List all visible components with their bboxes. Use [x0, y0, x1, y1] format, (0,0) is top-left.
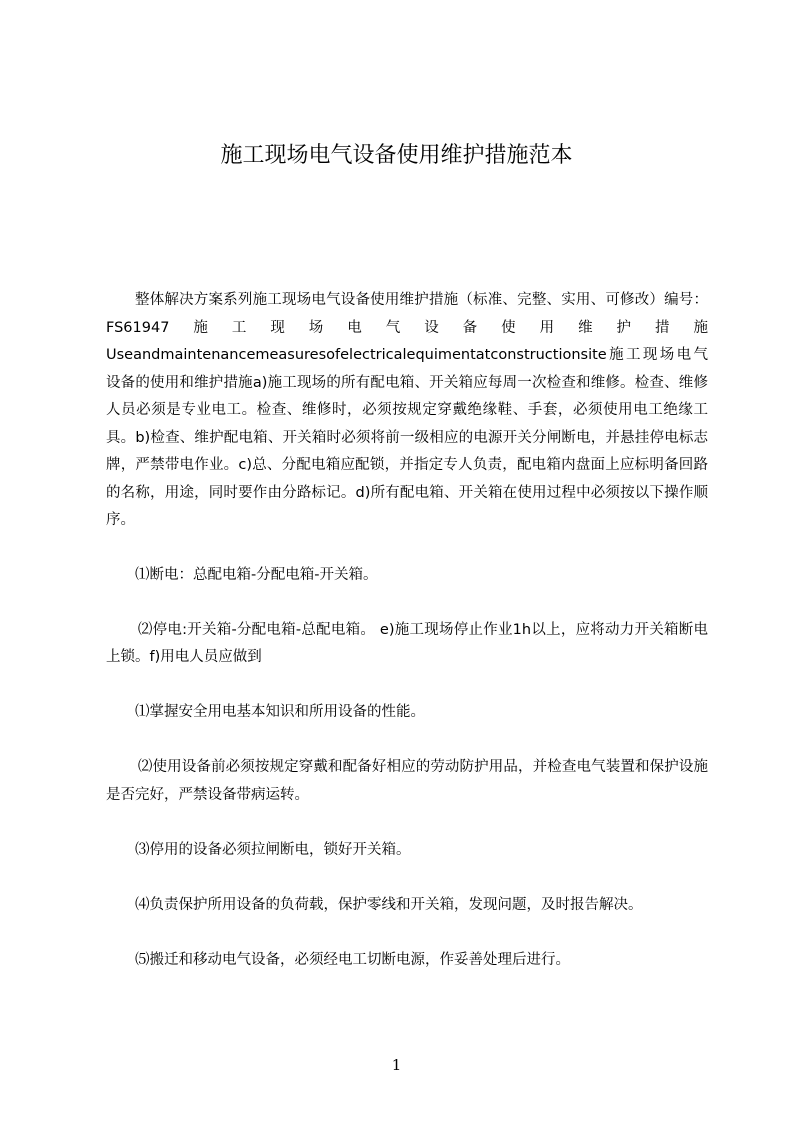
list-item: ⑸搬迁和移动电气设备，必须经电工切断电源，作妥善处理后进行。	[135, 951, 570, 968]
list-item: ⑵停电:开关箱-分配电箱-总配电箱。 e)施工现场停止作业1h以上，应将动力开关箱断电上锁。f)用电人员应做到	[106, 621, 708, 665]
list-item: ⑴断电：总配电箱-分配电箱-开关箱。	[135, 566, 378, 583]
list-item: ⑴掌握安全用电基本知识和所用设备的性能。	[135, 704, 425, 720]
list-item: ⑵使用设备前必须按规定穿戴和配备好相应的劳动防护用品，并检查电气装置和保护设施是否完好，严禁设备带病运转。	[106, 759, 708, 803]
document-body	[106, 287, 708, 1002]
list-item: ⑶停用的设备必须拉闸断电，锁好开关箱。	[135, 841, 411, 858]
page-number: 1	[391, 1056, 402, 1074]
page-title: 施工现场电气设备使用维护措施范本	[220, 143, 573, 168]
list-item: ⑷负责保护所用设备的负荷载，保护零线和开关箱，发现问题，及时报告解决。	[135, 896, 643, 913]
intro-paragraph: 整体解决方案系列施工现场电气设备使用维护措施（标准、完整、实用、可修改）编号：FS61947施工现场电气设备使用维护措施Useandmaintenancemeasuresofelectricalequimentatconstructionsite施工现场电气设备的使用和维护措施a)施工现场的所有配电箱、开关箱应每周一次检查和维修。检查、维修人员必须是专业电工。检查、维修时，必须按规定穿戴绝缘鞋、手套，必须使用电工绝缘工具。b)检查、维护配电箱、开关箱时必须将前一级相应的电源开关分闸断电，并悬挂停电标志牌，严禁带电作业。c)总、分配电箱应配锁，并指定专人负责，配电箱内盘面上应标明备回路的名称，用途，同时要作由分路标记。d)所有配电箱、开关箱在使用过程中必须按以下操作顺序。	[106, 292, 708, 528]
